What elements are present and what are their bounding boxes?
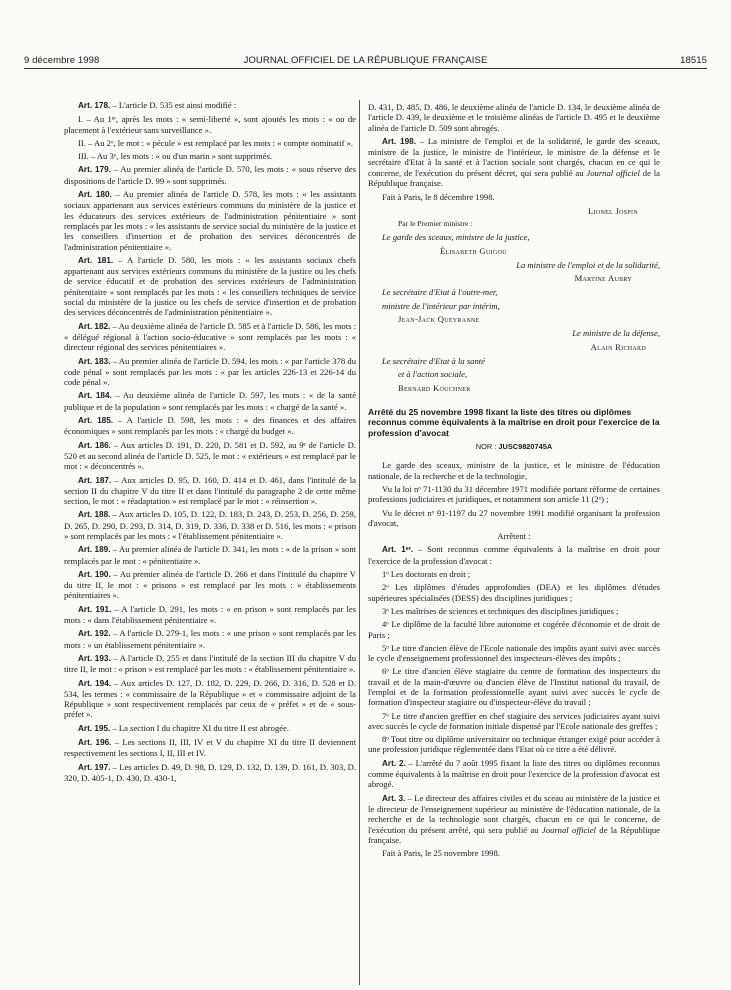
article-188 xyxy=(64,509,356,541)
article-text: – A l'article D. 279-1, les mots : « une prison » sont remplacés par les mots : « un établissement pénitentiaire ». xyxy=(64,628,356,650)
article-text: – L'arrêté du 7 août 1995 fixant la liste des titres ou diplômes reconnus comme équivalents à la maîtrise en droit pour l'exercice de la profession d'avocat est abrogé. xyxy=(368,757,660,790)
journal-officiel-ref: Journal officiel xyxy=(586,167,640,178)
article-label: Art. 195. xyxy=(78,723,111,733)
article-text: de la République française. xyxy=(368,167,660,189)
article-text: – La section I du chapitre XI du titre II est abrogée. xyxy=(110,722,290,733)
article-184 xyxy=(64,390,356,412)
signature-emploi-title: La ministre de l'emploi et de la solidarité, xyxy=(516,259,660,270)
article-text: de la République française. xyxy=(368,824,660,845)
arrete-intro-3: Vu le décret nᵒ 91-1197 du 27 novembre 1991 modifié organisant la profession d'avocat, xyxy=(368,507,660,528)
article-label: Art. 190. xyxy=(78,569,111,579)
article-182 xyxy=(64,321,356,353)
arrete-article-2 xyxy=(368,758,660,790)
list-item-6: 6ᵒ Le titre d'ancien élève stagiaire du centre de formation des inspecteurs du travail et de la main-d'œuvre ou d'ancien élève de l'Institut national du travail, de l'emploi et de la formation professionnelle ayant suivi avec succès le cycle de formation d'inspecteur stagiaire ou d'inspecteur-élève du travail ; xyxy=(368,666,660,708)
signatures-block xyxy=(368,206,660,393)
nor-value: JUSC9820745A xyxy=(498,442,553,452)
article-178-ii: II. – Au 2ᵒ, le mot : « pécule » est remplacé par les mots : « compte nominatif ». xyxy=(78,137,354,148)
article-label: Art. 178. xyxy=(78,101,111,110)
list-item-7: 7ᵒ Le titre d'ancien greffier en chef stagiaire des services judiciaires ayant suivi avec succès le cycle de formation initiale dispensé par l'Ecole nationale des greffes ; xyxy=(368,710,660,731)
article-label: Art. 186. xyxy=(78,440,111,450)
article-198 xyxy=(368,136,660,188)
header-rule xyxy=(24,68,707,69)
signature-by-line: Par le Premier ministre : xyxy=(398,218,473,228)
journal-officiel-ref: Journal officiel xyxy=(541,824,596,835)
article-text: – Sont reconnus comme équivalents à la maîtrise en droit pour l'exercice de la profession d'avocat : xyxy=(368,544,660,566)
article-text: – Aux articles D. 127, D. 182, D. 229, D. 266, D. 316, D. 528 et D. 534, les termes : « commissaire de la République » et « commissaire adjoint de la République » sont respectivement remplacés par ceux de « préfet » et de « sous-préfet ». xyxy=(64,677,356,720)
article-text: – Le directeur des affaires civiles et du sceau au ministère de la justice et le directeur de l'enseignement supérieur au ministère de l'éducation nationale, de la recherche et de la technologie sont chargés, chacun en ce qui le concerne, de l'exécution du présent arrêté, qui sera publié au xyxy=(368,792,660,835)
article-text: – Au premier alinéa de l'article D. 341, les mots : « de la prison » sont remplacés par le mot : « pénitentiaire ». xyxy=(64,544,357,566)
article-label: Art. 181. xyxy=(78,255,114,265)
article-195 xyxy=(64,723,356,734)
article-197-continued: D. 431, D. 485, D. 486, le deuxième alinéa de l'article D. 134, le deuxième alinéa de l'article D. 439, le deuxième et le troisième alinéas de l'article D. 495 et le deuxième alinéa de l'article D. 509 sont abrogés. xyxy=(368,102,660,133)
article-text: – A l'article D. 255 et dans l'intitulé de la section III du chapitre V du titre II, le mot : « prison » est remplacé par les mots : « établissement pénitentiaire ». xyxy=(64,652,357,675)
arrete-article-1 xyxy=(368,544,660,566)
list-item-1: 1ᵒ Les doctorats en droit ; xyxy=(382,569,471,580)
article-text: – Au premier alinéa de l'article D. 594, les mots : « par l'article 378 du code pénal » sont remplacés par les mots : « par les articles 226-13 et 226-14 du code pénal ». xyxy=(64,355,356,388)
article-label: Art. 189. xyxy=(78,545,111,555)
article-label: Art. 185. xyxy=(78,416,114,426)
signature-garde-title: Le garde des sceaux, ministre de la justice, xyxy=(382,232,530,243)
article-178-i: I. – Au 1ᵉʳ, après les mots : « semi-liberté », sont ajoutés les mots : « ou de placement à l'extérieur sans surveillance ». xyxy=(64,114,356,135)
article-text: – Les articles D. 49, D. 98, D. 129, D. 132, D. 139, D. 161, D. 303, D. 320, D. 405-1, D. 430, D. 430-1, xyxy=(64,761,356,783)
article-197 xyxy=(64,762,356,784)
article-label: Art. 182. xyxy=(78,321,111,331)
article-194 xyxy=(64,678,356,720)
list-item-4: 4ᵒ Le diplôme de la faculté libre autonome et cogérée d'économie et de droit de Paris ; xyxy=(368,619,660,640)
article-187 xyxy=(64,475,356,507)
article-text: – Au premier alinéa de l'article D. 570, les mots : « sous réserve des dispositions de l'article D. 99 » sont supprimés. xyxy=(64,164,356,186)
article-label: Art. 188. xyxy=(78,510,111,520)
article-text: – La ministre de l'emploi et de la solidarité, le garde des sceaux, ministre de la justice, le ministre de l'intérieur, le ministre de la défense et le secrétaire d'Etat à la santé et à l'action sociale sont chargés, chacun en ce qui le concerne, de l'exécution du présent décret, qui sera publié au xyxy=(368,135,660,178)
article-178-iii: III. – Au 3ᵒ, les mots : « ou d'un marin » sont supprimés. xyxy=(78,151,273,162)
article-186 xyxy=(64,440,356,472)
signature-defense-title: Le ministre de la défense, xyxy=(572,328,660,339)
article-196 xyxy=(64,737,356,759)
article-label: Art. 184. xyxy=(78,391,112,401)
list-item-8: 8ᵒ Tout titre ou diplôme universitaire ou technique étranger exigé pour accéder à une profession juridique réglementée dans l'Etat où ce titre a été délivré. xyxy=(368,734,660,755)
signature-sante-name: Bernard Kouchner xyxy=(398,382,471,393)
article-text: – L'article D. 535 est ainsi modifié : xyxy=(110,100,237,110)
article-text: – A l'article D. 291, les mots : « en prison » sont remplacés par les mots : « dans l'établissement pénitentiaire ». xyxy=(64,603,356,626)
article-label: Art. 179. xyxy=(78,165,111,175)
right-column xyxy=(368,102,660,861)
article-text: – A l'article D. 598, les mots : « des finances et des affaires économiques » sont remplacés par les mots : « chargé du budget ». xyxy=(64,415,356,437)
fait-a-paris-arrete: Fait à Paris, le 25 novembre 1998. xyxy=(382,848,500,859)
article-193 xyxy=(64,653,356,675)
article-191 xyxy=(64,604,356,626)
article-text: – Au premier alinéa de l'article D. 266 et dans l'intitulé du chapitre V du titre II, le mot : « prisons » est remplacé par les mots : « établissements pénitentiaires ». xyxy=(64,568,356,601)
article-text: – A l'article D. 580, les mots : « les assistants sociaux chefs appartenant aux services extérieurs communs du ministère de la justice ou les chefs de service éducatif et de probation des services extérieurs de l'administration pénitentiaire » sont remplacés par les mots : « les conseillers techniques de service social du ministère de la justice ou les chefs de service d'insertion et de probation des services déconcentrés de l'administration pénitentiaire ». xyxy=(64,254,356,318)
article-label: Art. 3. xyxy=(382,793,406,803)
article-text: – Au deuxième alinéa de l'article D. 585 et à l'article D. 586, les mots : « délégué régional à l'action socio-éducative » sont remplacés par les mots : « directeur régional des services pénitentiaires ». xyxy=(64,320,357,353)
left-column xyxy=(64,100,356,786)
signature-outremer-title-1: Le secrétaire d'Etat à l'outre-mer, xyxy=(382,287,498,298)
article-183 xyxy=(64,356,356,388)
article-192 xyxy=(64,628,356,650)
article-180 xyxy=(64,189,356,252)
column-separator xyxy=(359,100,360,985)
article-181 xyxy=(64,255,356,318)
article-text: – Les sections II, III, IV et V du chapitre XI du titre II deviennent respectivement les sections I, II, III et IV. xyxy=(64,737,356,759)
arrete-title: Arrêté du 25 novembre 1998 fixant la liste des titres ou diplômes reconnus comme équivalents à la maîtrise en droit pour l'exercice de la profession d'avocat xyxy=(368,406,660,438)
signature-outremer-name: Jean-Jack Queyranne xyxy=(398,314,480,325)
article-label: Art. 198. xyxy=(382,136,416,146)
article-text: – Aux articles D. 191, D. 220, D. 581 et D. 592, au 9ᵉ de l'article D. 520 et au second alinéa de l'article D. 525, le mot : « extérieurs » est remplacé par le mot : « déconcentrés ». xyxy=(64,439,356,472)
signature-garde-name: Élisabeth Guigou xyxy=(440,245,507,256)
header-page-number: 18515 xyxy=(680,55,707,66)
signature-defense-name: Alain Richard xyxy=(590,341,646,352)
signature-outremer-title-2: ministre de l'intérieur par intérim, xyxy=(382,300,500,311)
signature-sante-title-2: et à l'action sociale, xyxy=(398,369,468,380)
signature-prime-minister: Lionel Jospin xyxy=(588,205,638,216)
article-label: Art. 191. xyxy=(78,604,112,614)
arrete-article-3 xyxy=(368,793,660,845)
signature-emploi-name: Martine Aubry xyxy=(574,273,632,284)
article-label: Art. 194. xyxy=(78,678,112,688)
article-label: Art. 197. xyxy=(78,762,111,772)
arretent-heading: Arrêtent : xyxy=(497,531,531,542)
list-item-2: 2ᵒ Les diplômes d'études approfondies (DEA) et les diplômes d'études supérieures spécialisées (DESS) des disciplines juridiques ; xyxy=(368,582,660,603)
article-text: – Aux articles D. 105, D. 122, D. 183, D. 243, D. 253, D. 256, D. 259, D. 265, D. 290, D. 293, D. 314, D. 319, D. 336, D. 338 et D. 516, les mots : « prison » sont remplacés par les mots : « l'établissement pénitentiaire ». xyxy=(64,509,356,541)
arrete-intro-2: Vu la loi nᵒ 71-1130 du 31 décembre 1971 modifiée portant réforme de certaines professions judiciaires et juridiques, et notamment son article 11 (2ᵒ) ; xyxy=(368,483,660,505)
article-label: Art. 2. xyxy=(382,758,406,768)
article-text: – Au deuxième alinéa de l'article D. 597, les mots : « de la santé publique et de la population » sont remplacés par les mots : « chargé de la santé ». xyxy=(64,390,357,412)
arrete-intro-1: Le garde des sceaux, ministre de la justice, et le ministre de l'éducation nationale, de la recherche et de la technologie, xyxy=(368,460,660,481)
article-190 xyxy=(64,569,356,601)
article-label: Art. 180. xyxy=(78,190,112,200)
nor-label: NOR : xyxy=(475,442,499,452)
article-label: Art. 193. xyxy=(78,653,111,663)
article-185 xyxy=(64,415,356,437)
header-journal-title: JOURNAL OFFICIEL DE LA RÉPUBLIQUE FRANÇAISE xyxy=(243,55,488,66)
article-179 xyxy=(64,164,356,186)
article-text: – Aux articles D. 95, D. 160, D. 414 et D. 461, dans l'intitulé de la section II du chapitre V du titre II et dans l'intitulé du paragraphe 2 de cette même section, le mot : « réadaptation » est remplacé par le mot : « réinsertion ». xyxy=(64,474,356,507)
article-label: Art. 187. xyxy=(78,475,112,485)
list-item-5: 5ᵒ Le titre d'ancien élève de l'Ecole nationale des impôts ayant suivi avec succès le cycle d'enseignement professionnel des inspecteurs-élèves des impôts ; xyxy=(368,642,660,664)
header-date: 9 décembre 1998 xyxy=(24,55,100,66)
article-189 xyxy=(64,544,356,566)
article-label: Art. 183. xyxy=(78,356,111,366)
signature-sante-title-1: Le secrétaire d'Etat à la santé xyxy=(382,355,485,366)
article-178 xyxy=(64,100,356,111)
fait-a-paris-decret: Fait à Paris, le 8 décembre 1998. xyxy=(382,192,495,203)
article-label: Art. 196. xyxy=(78,738,112,748)
article-label: Art. 1ᵉʳ. xyxy=(382,545,414,555)
article-label: Art. 192. xyxy=(78,629,111,639)
article-text: – Au premier alinéa de l'article D. 578, les mots : « les assistants sociaux appartenant aux services extérieurs communs du ministère de la justice et les éducateurs des services extérieurs de l'administration pénitentiaire » sont remplacés par les mots : « les assistants de service social du ministère de la justice et les conseillers d'insertion et de probation des services déconcentrés de l'administration pénitentiaire ». xyxy=(64,189,356,252)
nor-reference xyxy=(368,442,660,452)
list-item-3: 3ᵒ Les maîtrises de sciences et techniques des disciplines juridiques ; xyxy=(382,605,619,616)
